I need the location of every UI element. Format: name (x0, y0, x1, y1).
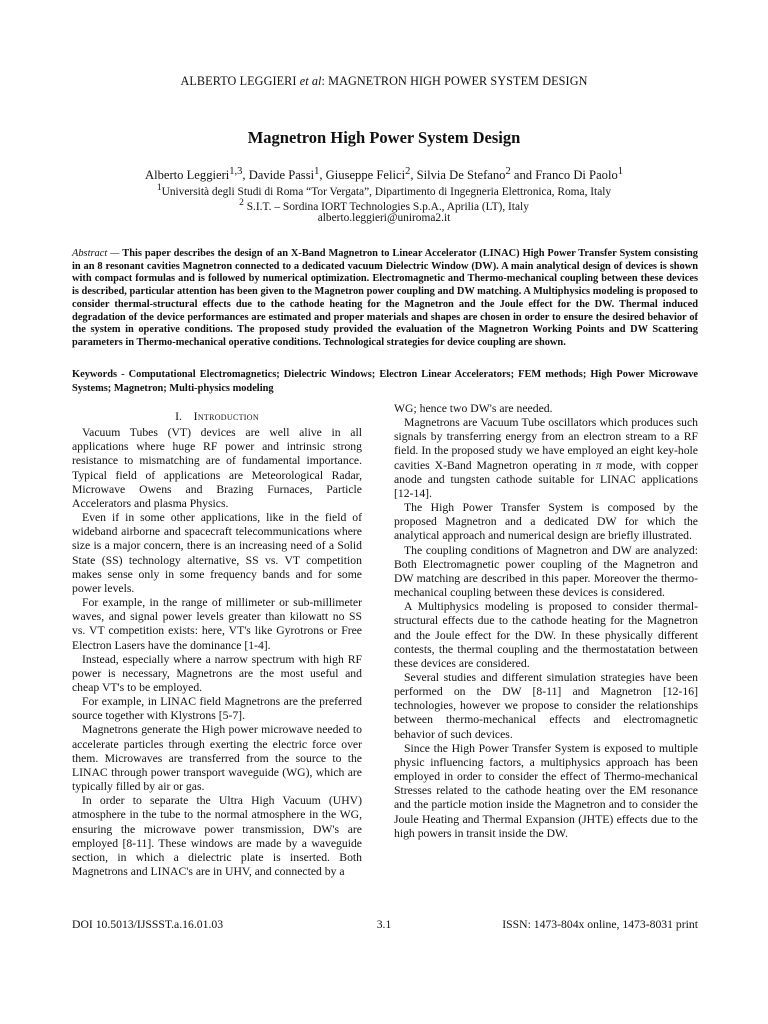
author-affiliation-mark: 2 (505, 166, 511, 177)
left-column (72, 410, 362, 879)
running-header (0, 74, 768, 89)
author-name: , Silvia De Stefano (410, 168, 506, 183)
footer-doi: DOI 10.5013/IJSSST.a.16.01.03 (72, 918, 224, 931)
author-name: Alberto Leggieri (145, 168, 230, 183)
section-title: Introduction (193, 410, 259, 423)
body-paragraph (394, 416, 698, 501)
footer-issn: ISSN: 1473-804x online, 1473-8031 print (502, 918, 698, 931)
body-paragraph: Instead, especially where a narrow spectrum with high RF power is necessary, Magnetrons are the most useful and cheap VT's to be employed. (72, 652, 362, 694)
running-header-prefix: ALBERTO LEGGIERI (180, 74, 300, 88)
author-email: alberto.leggieri@uniroma2.it (317, 212, 451, 224)
author-affiliation-mark: 1 (314, 166, 320, 177)
body-paragraph: The High Power Transfer System is composed by the proposed Magnetron and a dedicated DW for which the analytical approach and numerical design are briefly illustrated. (394, 501, 698, 543)
body-paragraph-continued: WG; hence two DW's are needed. (394, 402, 553, 415)
affiliation-mark: 2 (239, 198, 244, 208)
body-paragraph: In order to separate the Ultra High Vacuum (UHV) atmosphere in the tube to the normal atmosphere in the WG, ensuring the microwave power transmission, DW's are employed [8-11]. These windows are made by a waveguide section, in which a dielectric plate is inserted. Both Magnetrons and LINAC's are in UHV, and connected by a (72, 794, 362, 878)
author-affiliation-mark: 1,3 (229, 166, 243, 177)
author-name: and Franco Di Paolo (510, 168, 618, 183)
abstract (72, 248, 698, 350)
section-number: I. (175, 410, 182, 423)
body-paragraph: For example, in the range of millimeter or sub-millimeter waves, and signal power levels greater than kilowatt no SS vs. VT competition exists: here, VT's like Gyrotrons or Free Electron Lasers have the dominance [1-4]. (72, 596, 362, 652)
author-name: , Giuseppe Felici (319, 168, 406, 183)
body-paragraph: Even if in some other applications, like in the field of wideband airborne and spacecraft telecommunications where size is a major concern, there is an increasing need of a Solid State (SS) technology alternative, SS vs. VT competition makes sense only in some frequency bands and for some power levels. (72, 511, 362, 595)
body-paragraph: Several studies and different simulation strategies have been performed on the DW [8-11] and Magnetron [12-16] technologies, however we propose to consider the relationships between thermo-mechanical effects and electromagnetic behavior of such devices. (394, 670, 698, 741)
right-column (394, 402, 698, 841)
running-header-etal: et al (299, 74, 322, 88)
pi-symbol: π (595, 458, 602, 472)
author-affiliation-mark: 2 (405, 166, 411, 177)
paragraph-text: mode, with copper anode and tungsten cathode suitable for LINAC applications [12-14]. (394, 458, 698, 500)
affiliation-text: S.I.T. – Sordina IORT Technologies S.p.A., Aprilia (LT), Italy (243, 200, 529, 213)
section-heading (72, 410, 362, 424)
abstract-dash: — (107, 248, 123, 259)
body-paragraph: A Multiphysics modeling is proposed to consider thermal-structural effects due to the cathode heating for the Magnetron and the Joule effect for the DW. In these physically different contests, the thermal coupling and the thermostatation between these devices are considered. (394, 600, 698, 670)
body-paragraph: Vacuum Tubes (VT) devices are well alive in all applications where huge RF power and intrinsic strong resistance to mismatching are of fundamental importance. Typical field of applications are Meteorological Radar, Microwave Owens and Brazing Furnaces, Particle Accelerators and plasma Physics. (72, 426, 362, 510)
author-name: , Davide Passi (242, 168, 315, 183)
affiliation-text: Università degli Studi di Roma “Tor Vergata”, Dipartimento di Ingegneria Elettronica, Roma, Italy (161, 185, 612, 198)
paper-title: Magnetron High Power System Design (247, 128, 521, 147)
body-paragraph: Since the High Power Transfer System is exposed to multiple physic influencing factors, a multiphysics approach has been employed in order to consider the effect of Thermo-mechanical Stresses related to the cathode heating over the EM resonance and the particle motion inside the Magnetron and to consider the Joule Heating and Thermal Expansion (JHTE) effects due to the high powers in transit inside the DW. (394, 741, 698, 840)
body-paragraph: For example, in LINAC field Magnetrons are the preferred source together with Klystrons [5-7]. (72, 695, 362, 723)
keywords: Keywords - Computational Electromagnetics; Dielectric Windows; Electron Linear Accelerators; FEM methods; High Power Microwave Systems; Magnetron; Multi-physics modeling (72, 369, 698, 394)
paragraph-text: Magnetrons are Vacuum Tube oscillators which produces such signals by transferring energy from an electron stream to a RF field. In the proposed study we have employed an eight key-hole cavities X-Band Magnetron operating in (394, 416, 698, 472)
body-paragraph: Magnetrons generate the High power microwave needed to accelerate particles through exerting the electric force over them. Microwaves are transferred from the source to the LINAC through power transport waveguide (WG), which are typically filled by air or gas. (72, 723, 362, 794)
author-affiliation-mark: 1 (617, 166, 623, 177)
body-paragraph: The coupling conditions of Magnetron and DW are analyzed: Both Electromagnetic power coupling of the Magnetron and DW matching are described in this paper. Moreover the thermo-mechanical coupling between these devices is considered. (394, 543, 698, 600)
abstract-label: Abstract (72, 248, 108, 259)
footer-page-number: 3.1 (376, 918, 392, 931)
running-header-suffix: : MAGNETRON HIGH POWER SYSTEM DESIGN (321, 74, 588, 88)
affiliation-mark: 1 (156, 183, 162, 193)
abstract-text: This paper describes the design of an X-Band Magnetron to Linear Accelerator (LINAC) High Power Transfer System consisting in an 8 resonant cavities Magnetron connected to a dedicated vacuum Dielectric Window (DW). A main analytical design of devices is shown with compact formulas and is followed by numerical optimization. Electromagnetic and Thermo-mechanical coupling between these devices is described, particular attention has been given to the Magnetron power coupling and DW matching. A Multiphysics modeling is proposed to consider thermal-structural effects due to the cathode heating for the Magnetron and the Joule effect for the DW. Thermal induced degradation of the device performances are estimated and proper materials and shapes are chosen in order to ensure the desired behavior of the system in operative conditions. The proposed study provided the evaluation of the Magnetron Working Points and DW Scattering parameters in Thermo-mechanical operative conditions. Technological strategies for device coupling are shown. (72, 248, 698, 348)
